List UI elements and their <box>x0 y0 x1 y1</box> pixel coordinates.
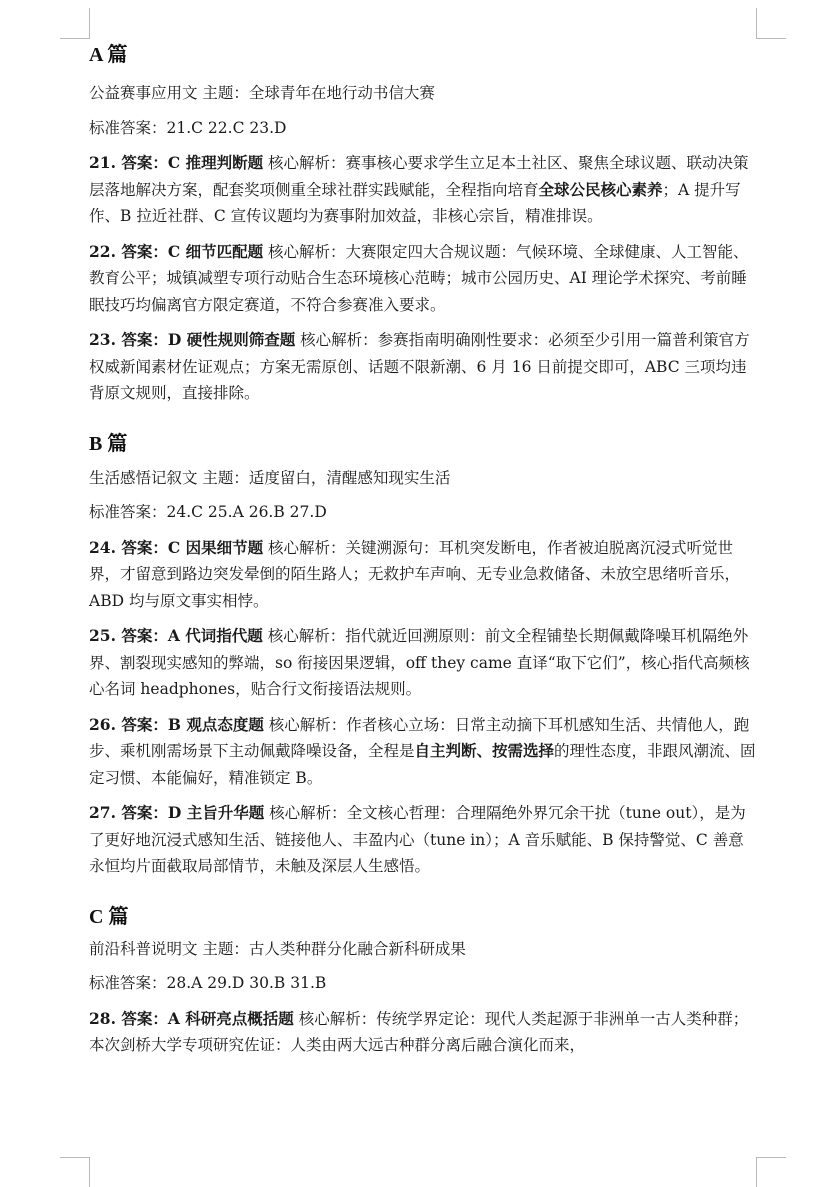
question-label: 28. 答案：A 科研亮点概括题 <box>89 1008 294 1028</box>
section-subtitle: 生活感悟记叙文 主题：适度留白，清醒感知现实生活 <box>89 468 451 487</box>
analysis-text: 核心解析：指代就近回溯原则：前文全程铺垫长期佩戴降噪耳机隔绝外界、割裂现实感知的弊端，so 衔接因果逻辑，off they came 直译“取下它们”，核心指代高频核心名词 headphones，贴合行文衔接语法规则。 <box>89 627 750 698</box>
question-label: 27. 答案：D 主旨升华题 <box>89 803 265 822</box>
question-label: 23. 答案：D 硬性规则筛查题 <box>89 330 296 349</box>
standard-answers: 标准答案：24.C 25.A 26.B 27.D <box>89 503 327 521</box>
emphasis-text: 自主判断、按需选择 <box>414 741 555 760</box>
emphasis-text: 全球公民核心素养 <box>538 179 663 199</box>
crop-mark-bottom-left-v <box>89 1157 90 1187</box>
crop-mark-bottom-left-h <box>60 1157 90 1158</box>
question-label: 25. 答案：A 代词指代题 <box>89 626 263 645</box>
standard-answers: 标准答案：21.C 22.C 23.D <box>89 118 287 137</box>
section-subtitle: 公益赛事应用文 主题：全球青年在地行动书信大赛 <box>89 84 435 102</box>
section-a <box>89 38 757 407</box>
analysis-text: ；A 提升写作、B 拉近社群、C 宣传议题均为赛事附加效益，非核心宗旨，精准排误。 <box>89 180 741 225</box>
analysis-text: 核心解析：参赛指南明确刚性要求：必须至少引用一篇普利策官方权威新闻素材佐证观点；方案无需原创、话题不限新潮、6 月 16 日前提交即可，ABC 三项均违背原文规则，直接排除。 <box>89 331 750 402</box>
question-analysis <box>89 800 757 880</box>
crop-mark-top-left-h <box>60 38 90 39</box>
crop-mark-top-right-v <box>756 8 757 38</box>
question-label: 24. 答案：C 因果细节题 <box>89 537 264 557</box>
question-label: 21. 答案：C 推理判断题 <box>89 153 264 172</box>
analysis-text: 核心解析：赛事核心要求学生立足本土社区、聚焦全球议题、联动决策层落地解决方案，配套奖项侧重全球社群实践赋能，全程指向培育 <box>89 154 749 199</box>
section-heading: A 篇 <box>89 44 128 66</box>
analysis-text: 核心解析：全文核心哲理：合理隔绝外界冗余干扰（tune out），是为了更好地沉浸式感知生活、链接他人、丰盈内心（tune in）；A 音乐赋能、B 保持警觉、C 善意永恒均片面截取局部情节，未触及深层人生感悟。 <box>89 804 746 875</box>
crop-mark-bottom-right-v <box>756 1157 757 1187</box>
question-analysis <box>89 1006 757 1059</box>
document-body <box>89 38 757 1059</box>
analysis-text: 核心解析：作者核心立场：日常主动摘下耳机感知生活、共情他人，跑步、乘机刚需场景下主动佩戴降噪设备，全程是 <box>89 715 750 760</box>
question-analysis <box>89 535 757 615</box>
section-heading: B 篇 <box>89 432 128 455</box>
section-c <box>89 900 757 1059</box>
section-subtitle: 前沿科普说明文 主题：古人类种群分化融合新科研成果 <box>89 939 466 958</box>
crop-mark-top-right-h <box>756 38 786 39</box>
analysis-text: 核心解析：大赛限定四大合规议题：气候环境、全球健康、人工智能、教育公平；城镇减塑专项行动贴合生态环境核心范畴；城市公园历史、AI 理论学术探究、考前睡眠技巧均偏离官方限定赛道，不符合参赛准入要求。 <box>89 242 749 314</box>
section-b <box>89 427 757 880</box>
crop-mark-bottom-right-h <box>756 1157 786 1158</box>
question-analysis <box>89 623 757 703</box>
question-label: 22. 答案：C 细节匹配题 <box>89 241 264 261</box>
question-analysis <box>89 150 757 230</box>
analysis-text: 的理性态度，非跟风潮流、固定习惯、本能偏好，精准锁定 B。 <box>89 742 756 787</box>
standard-answers: 标准答案：28.A 29.D 30.B 31.B <box>89 974 327 992</box>
crop-mark-top-left-v <box>89 8 90 38</box>
question-analysis <box>89 239 757 319</box>
question-analysis <box>89 327 757 407</box>
section-heading: C 篇 <box>89 905 129 928</box>
analysis-text: 核心解析：传统学界定论：现代人类起源于非洲单一古人类种群；本次剑桥大学专项研究佐证：人类由两大远古种群分离后融合演化而来， <box>89 1009 749 1054</box>
analysis-text: 核心解析：关键溯源句：耳机突发断电，作者被迫脱离沉浸式听觉世界，才留意到路边突发晕倒的陌生路人；无救护车声响、无专业急救储备、未放空思绪听音乐，ABD 均与原文事实相悖。 <box>89 538 741 610</box>
question-label: 26. 答案：B 观点态度题 <box>89 714 264 734</box>
question-analysis <box>89 712 757 792</box>
